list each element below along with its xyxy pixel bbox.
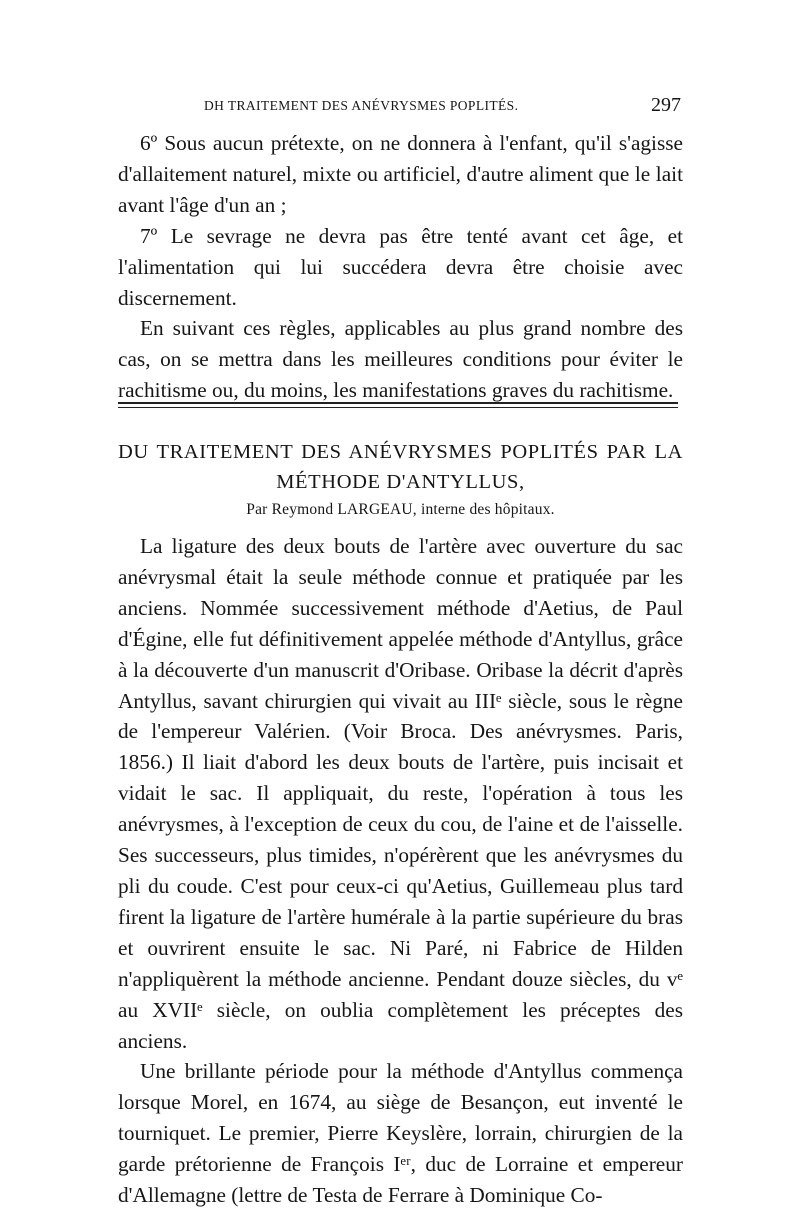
page-number: 297 [651, 94, 681, 116]
author-byline: Par Reymond LARGEAU, interne des hôpitaux. [246, 501, 555, 518]
paragraph: Une brillante période pour la méthode d'Antyllus commença lorsque Morel, en 1674, au siège de Besançon, eut inventé le tourniquet. Le premier, Pierre Keyslère, lorrain, chirurgien de la garde prétorienne de François Iᵉʳ, duc de Lorraine et empereur d'Allemagne (lettre de Testa de Ferrare à Dominique Co- [118, 1059, 683, 1208]
section-divider [118, 402, 678, 404]
paragraph: 7º Le sevrage ne devra pas être tenté avant cet âge, et l'alimentation qui lui succédera devra être choisie avec discernement. [118, 223, 683, 310]
paragraph: La ligature des deux bouts de l'artère avec ouverture du sac anévrysmal était la seule méthode connue et pratiquée par les anciens. Nommée successivement méthode d'Aetius, de Paul d'Égine, elle fut définitivement appelée méthode d'Antyllus, grâce à la découverte d'un manuscrit d'Oribase. Oribase la décrit d'après Antyllus, savant chirurgien qui vivait au IIIᵉ siècle, sous le règne de l'empereur Valérien. (Voir Broca. Des anévrysmes. Paris, 1856.) Il liait d'abord les deux bouts de l'artère, puis incisait et vidait le sac. Il appliquait, du reste, l'opération à tous les anévrysmes, à l'exception de ceux du cou, de l'aine et de l'aisselle. Ses successeurs, plus timides, n'opérèrent que les anévrysmes du pli du coude. C'est pour ceux-ci qu'Aetius, Guillemeau plus tard firent la ligature de l'artère humérale à la partie supérieure du bras et ouvrirent ensuite le sac. Ni Paré, ni Fabrice de Hilden n'appliquèrent la méthode ancienne. Pendant douze siècles, du vᵉ au XVIIᵉ siècle, on oublia complètement les préceptes des anciens. [118, 534, 683, 1053]
intro-text [118, 128, 683, 406]
paragraph: 6º Sous aucun prétexte, on ne donnera à l'enfant, qu'il s'agisse d'allaitement naturel, mixte ou artificiel, d'autre aliment que le lait avant l'âge d'un an ; [118, 131, 683, 217]
paragraph: En suivant ces règles, applicables au plus grand nombre des cas, on se mettra dans les meilleures conditions pour éviter le rachitisme ou, du moins, les manifestations graves du rachitisme. [118, 316, 683, 403]
article-title-line-2: MÉTHODE D'ANTYLLUS, [276, 471, 525, 493]
article-title [118, 437, 683, 497]
article-title-line-1: DU TRAITEMENT DES ANÉVRYSMES POPLITÉS PAR LA [118, 441, 683, 463]
running-title: DH TRAITEMENT DES ANÉVRYSMES POPLITÉS. [204, 98, 519, 113]
article-body [118, 531, 683, 1211]
